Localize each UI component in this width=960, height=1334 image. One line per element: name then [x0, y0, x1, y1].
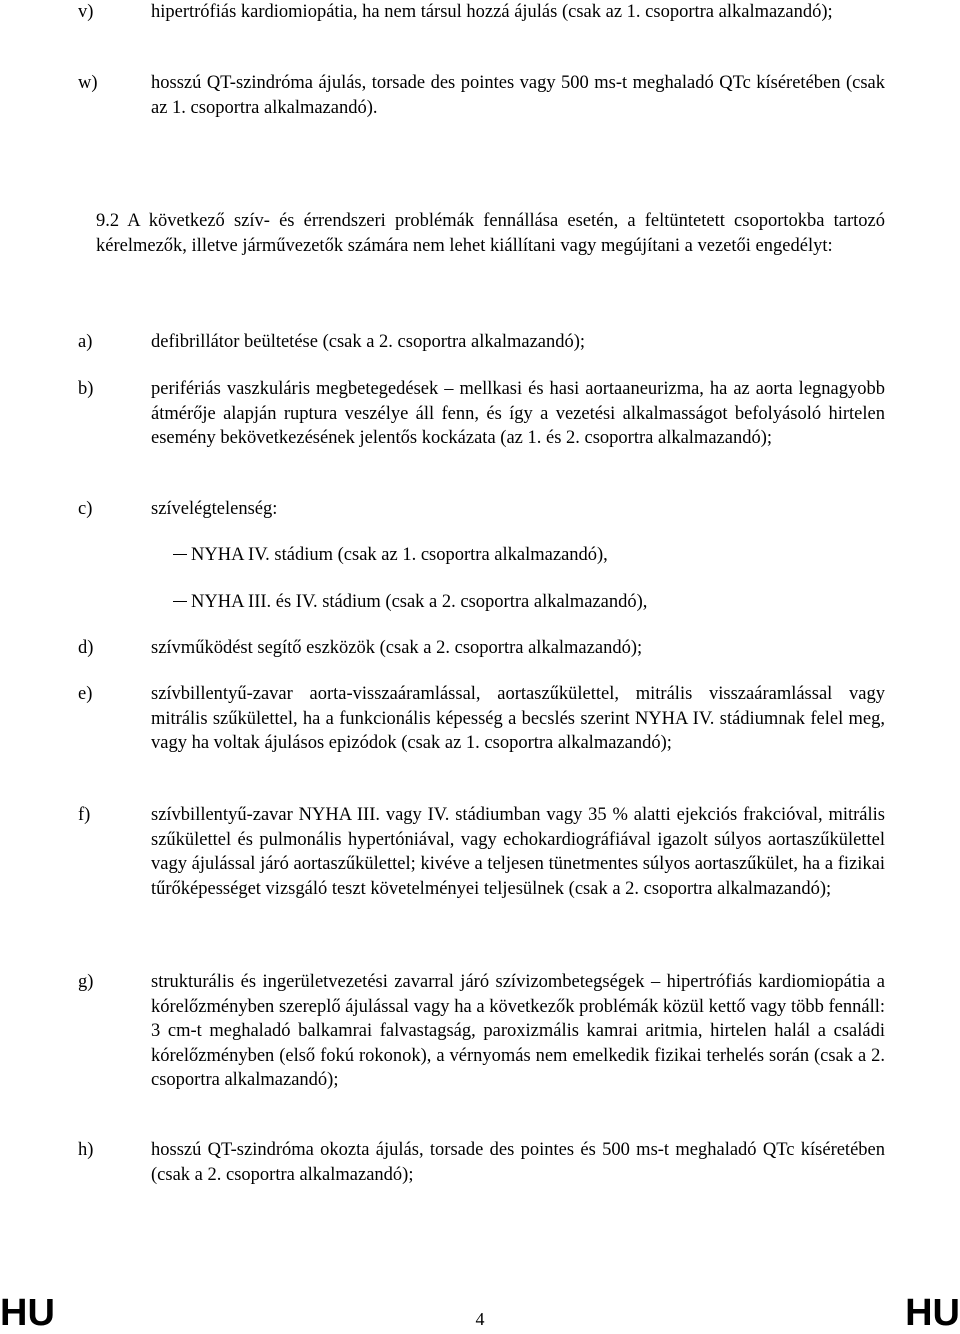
item-text: hipertrófiás kardiomiopátia, ha nem társul hozzá ájulás (csak az 1. csoportra alkalmazandó); [151, 2, 833, 22]
item-text: szívműködést segítő eszközök (csak a 2. csoportra alkalmazandó); [151, 638, 643, 658]
heart-failure-subitem [173, 543, 608, 568]
item-label: g) [78, 972, 94, 992]
item-label: b) [78, 379, 94, 399]
subitem-text: NYHA IV. stádium (csak az 1. csoportra alkalmazandó), [191, 545, 608, 565]
item-label: v) [78, 2, 94, 22]
item-label: e) [78, 684, 93, 704]
item-label: w) [78, 73, 98, 93]
footer-language-left: HU [0, 1292, 55, 1334]
dash-marker [173, 554, 187, 555]
item-label: h) [78, 1140, 94, 1160]
section-9-2-paragraph: 9.2 A következő szív- és érrendszeri problémák fennállása esetén, a feltüntetett csoportokba tartozó kérelmezők, illetve járművezetők számára nem lehet kiállítani vagy megújítani a vezetői engedélyt: [96, 211, 885, 256]
item-text: defibrillátor beültetése (csak a 2. csoportra alkalmazandó); [151, 332, 586, 352]
dash-marker [173, 601, 187, 602]
item-text: hosszú QT-szindróma okozta ájulás, torsade des pointes és 500 ms-t meghaladó QTc kíséretében (csak a 2. csoportra alkalmazandó); [151, 1140, 885, 1185]
subitem-text: NYHA III. és IV. stádium (csak a 2. csoportra alkalmazandó), [191, 592, 648, 612]
item-label: f) [78, 805, 91, 825]
heart-failure-subitem [173, 590, 647, 615]
item-label: c) [78, 499, 93, 519]
page-number: 4 [475, 1309, 485, 1329]
footer-language-right: HU [905, 1292, 960, 1334]
item-text: hosszú QT-szindróma ájulás, torsade des pointes vagy 500 ms-t meghaladó QTc kíséretében (csak az 1. csoportra alkalmazandó). [151, 73, 885, 118]
item-text: szívelégtelenség: [151, 499, 278, 519]
item-text: strukturális és ingerületvezetési zavarral járó szívizombetegségek – hipertrófiás kardiomiopátia a kórelőzményben szereplő ájulással vagy ha a következők problémák közül kettő vagy több fennáll: 3 cm-t meghaladó balkamrai falvastagság, paroxizmális kamrai aritmia, hirtelen halál a családi kórelőzményben (első fokú rokonok), a vérnyomás nem emelkedik fizikai terhelés során (csak a 2. csoportra alkalmazandó); [151, 972, 885, 1090]
item-label: d) [78, 638, 94, 658]
item-text: szívbillentyű-zavar aorta-visszaáramlással, aortaszűkülettel, mitrális visszaáramlással vagy mitrális szűkülettel, ha a funkcionális képesség a becslés szerint NYHA IV. stádiumnak felel meg, vagy ha voltak ájulásos epizódok (csak az 1. csoportra alkalmazandó); [151, 684, 885, 753]
item-text: perifériás vaszkuláris megbetegedések – mellkasi és hasi aortaaneurizma, ha az aorta legnagyobb átmérője alapján ruptura veszélye áll fenn, és így a vezetési alkalmasságot befolyásoló hirtelen esemény bekövetkezésének jelentős kockázata (az 1. és 2. csoportra alkalmazandó); [151, 379, 885, 448]
item-label: a) [78, 332, 93, 352]
item-text: szívbillentyű-zavar NYHA III. vagy IV. stádiumban vagy 35 % alatti ejekciós frakcióval, mitrális szűkülettel és pulmonális hypertóniával, vagy echokardiográfiával igazolt súlyos aortaszűkülettel vagy ájulással járó aortaszűkülettel; kivéve a teljesen tünetmentes súlyos aortaszűkület, ha a fizikai tűrőképességet vizsgáló teszt követelményei teljesülnek (csak a 2. csoportra alkalmazandó); [151, 805, 885, 899]
